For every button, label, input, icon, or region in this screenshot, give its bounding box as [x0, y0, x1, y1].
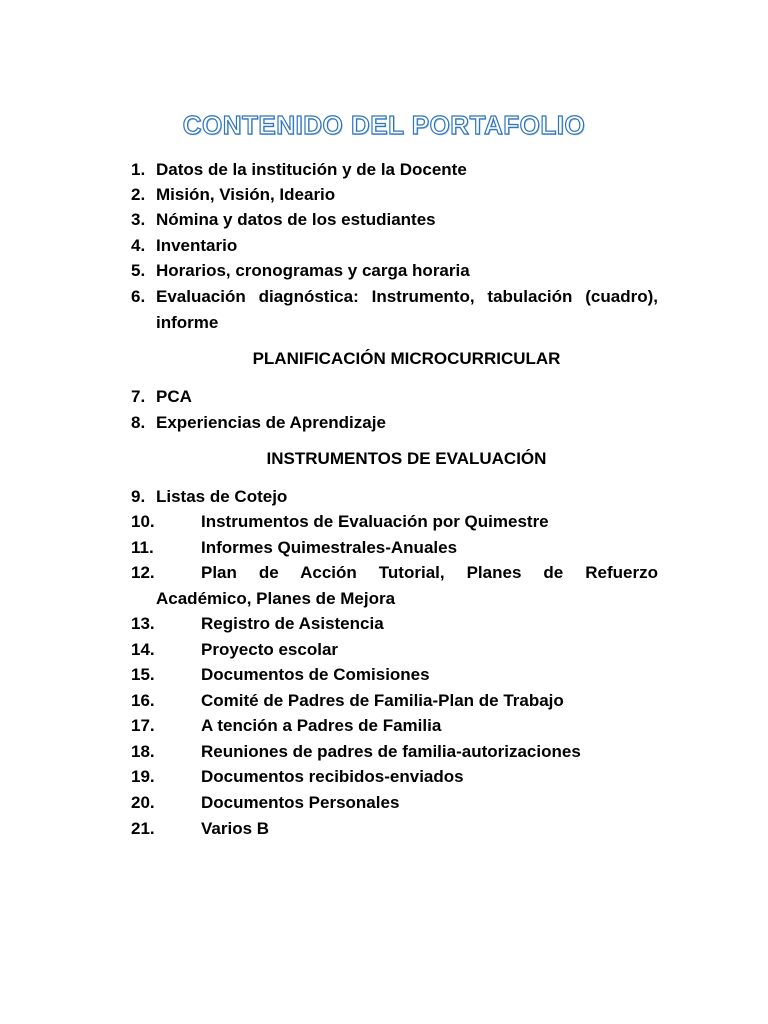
item-number: 14. [131, 640, 155, 659]
item-text: Documentos de Comisiones [201, 665, 430, 684]
item-text-line: informe [156, 312, 219, 332]
item-text: Datos de la institución y de la Docente [156, 160, 467, 179]
item-text: Comité de Padres de Familia-Plan de Trabajo [201, 691, 564, 710]
item-text: Proyecto escolar [201, 640, 339, 659]
item-number: 13. [131, 614, 155, 633]
item-text [201, 560, 658, 586]
item-text: Registro de Asistencia [201, 614, 384, 633]
item-number: 16. [131, 691, 155, 710]
item-text: Inventario [156, 236, 238, 255]
item-text: Horarios, cronogramas y carga horaria [156, 261, 470, 280]
item-number: 7. [131, 387, 146, 406]
item-number: 1. [131, 160, 146, 179]
item-text: A tención a Padres de Familia [201, 716, 442, 735]
item-number: 9. [131, 487, 146, 506]
item-number: 21. [131, 819, 155, 838]
item-text-line: Plan de Acción Tutorial, Planes de Refuerzo [201, 563, 658, 582]
section-heading: PLANIFICACIÓN MICROCURRICULAR [252, 349, 561, 368]
item-text-line: Evaluación diagnóstica: Instrumento, tabulación (cuadro), [156, 287, 658, 306]
item-text: Instrumentos de Evaluación por Quimestre [201, 512, 549, 531]
item-number: 19. [131, 767, 155, 786]
item-number: 2. [131, 185, 146, 204]
list-item [131, 284, 658, 336]
item-text: Reuniones de padres de familia-autorizaciones [201, 742, 581, 761]
list-item [131, 560, 658, 612]
section-heading: INSTRUMENTOS DE EVALUACIÓN [266, 449, 547, 468]
item-text: Experiencias de Aprendizaje [156, 413, 386, 432]
item-text: Nómina y datos de los estudiantes [156, 210, 436, 229]
item-text: Documentos Personales [201, 793, 400, 812]
item-number: 12. [131, 563, 155, 582]
item-number: 11. [131, 538, 154, 557]
item-number: 5. [131, 261, 146, 280]
item-number: 4. [131, 236, 146, 255]
item-number: 8. [131, 413, 146, 432]
item-number: 10. [131, 512, 155, 531]
item-text: PCA [156, 387, 192, 406]
item-number: 17. [131, 716, 155, 735]
item-text: Listas de Cotejo [156, 487, 288, 506]
item-number: 6. [131, 287, 146, 306]
item-number: 20. [131, 793, 155, 812]
document-title: CONTENIDO DEL PORTAFOLIO [182, 110, 586, 140]
item-text: Documentos recibidos-enviados [201, 767, 464, 786]
item-number: 3. [131, 210, 146, 229]
item-number: 15. [131, 665, 155, 684]
item-text: Misión, Visión, Ideario [156, 185, 336, 204]
item-text: Varios B [201, 819, 270, 838]
item-text-line: Académico, Planes de Mejora [156, 588, 396, 608]
item-number: 18. [131, 742, 155, 761]
item-text [156, 284, 658, 335]
item-text: Informes Quimestrales-Anuales [201, 538, 458, 557]
